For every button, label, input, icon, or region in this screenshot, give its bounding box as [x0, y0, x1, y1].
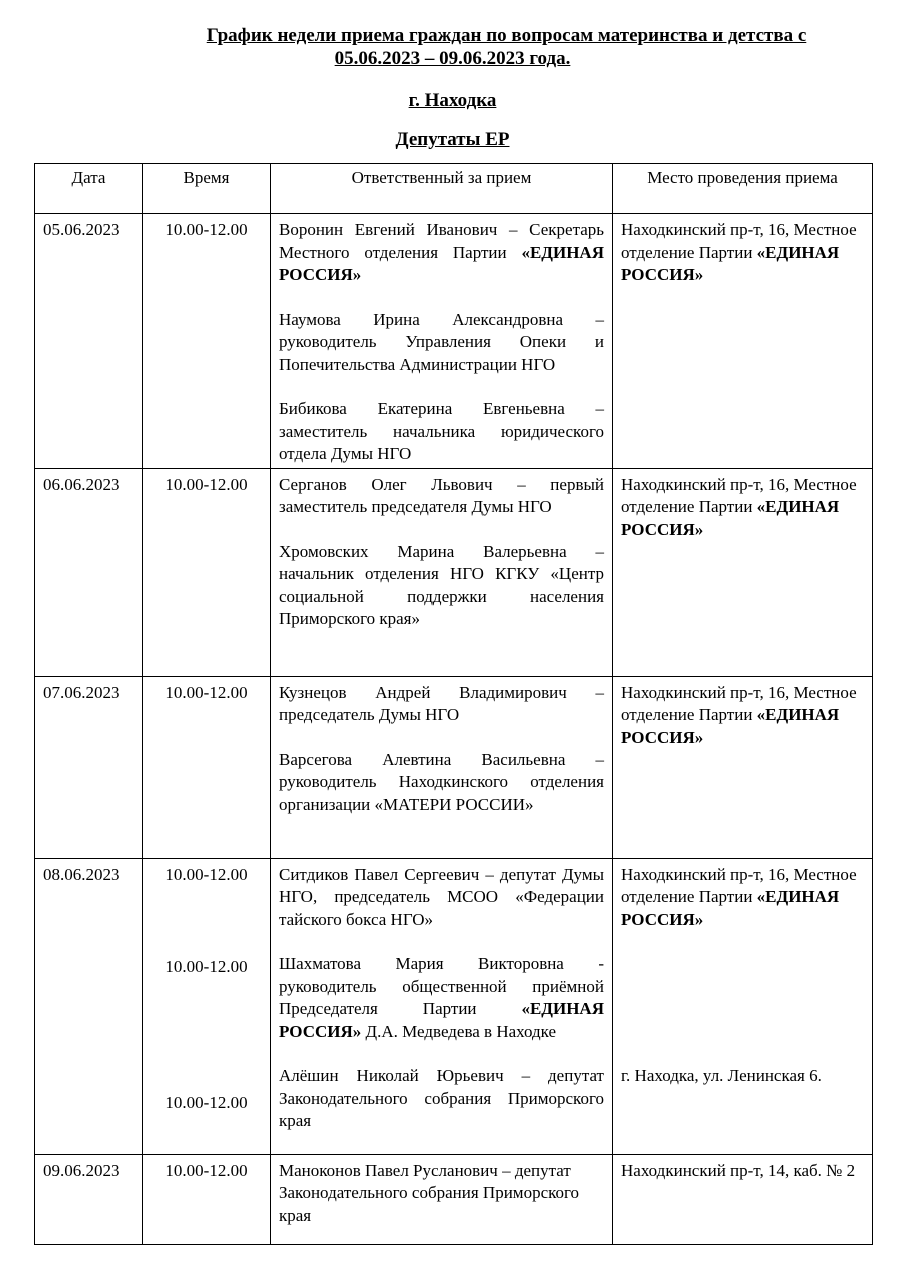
- time-slot: 10.00-12.00: [165, 864, 248, 884]
- table-row: [35, 468, 873, 676]
- row-place: [613, 858, 873, 1154]
- table-row: [35, 214, 873, 469]
- responsible-entry: Наумова Ирина Александровна – руководитель Управления Опеки и Попечительства Администрации НГО: [279, 309, 604, 374]
- responsible-entry: Алёшин Николай Юрьевич – депутат Законодательного собрания Приморского края: [279, 1066, 604, 1130]
- row-responsible: [271, 676, 613, 858]
- schedule-table: [34, 163, 873, 1245]
- row-time: 10.00-12.00: [143, 676, 271, 858]
- responsible-entry: Хромовских Марина Валерьевна – начальник отделения НГО КГКУ «Центр социальной поддержки населения Приморского края»: [279, 541, 604, 628]
- place-primary: Находкинский пр-т, 16, Местное отделение Партии «ЕДИНАЯ РОССИЯ»: [621, 864, 857, 929]
- responsible-entry: Ситдиков Павел Сергеевич – депутат Думы НГО, председатель МСОО «Федерации тайского бокса НГО»: [279, 864, 604, 929]
- row-time: 10.00-12.00: [143, 468, 271, 676]
- responsible-entry: Воронин Евгений Иванович – Секретарь Местного отделения Партии «ЕДИНАЯ РОССИЯ»: [279, 220, 604, 284]
- row-place: Находкинский пр-т, 16, Местное отделение Партии «ЕДИНАЯ РОССИЯ»: [613, 676, 873, 858]
- time-slot: 10.00-12.00: [165, 1092, 248, 1112]
- row-place: Находкинский пр-т, 16, Местное отделение Партии «ЕДИНАЯ РОССИЯ»: [613, 468, 873, 676]
- table-header-row: [35, 164, 873, 214]
- row-place: Находкинский пр-т, 14, каб. № 2: [613, 1154, 873, 1244]
- row-responsible: [271, 1154, 613, 1244]
- table-row: [35, 858, 873, 1154]
- row-date: 07.06.2023: [35, 676, 143, 858]
- table-row: [35, 676, 873, 858]
- table-row: [35, 1154, 873, 1244]
- header-responsible: Ответственный за прием: [271, 164, 613, 214]
- row-time: [143, 858, 271, 1154]
- row-responsible: [271, 214, 613, 469]
- responsible-entry: Серганов Олег Львович – первый заместитель председателя Думы НГО: [279, 474, 604, 516]
- row-date: 05.06.2023: [35, 214, 143, 469]
- row-time: 10.00-12.00: [143, 214, 271, 469]
- row-date: 08.06.2023: [35, 858, 143, 1154]
- row-responsible: [271, 858, 613, 1154]
- group-heading: Депутаты ЕР: [395, 129, 510, 150]
- responsible-entry: Варсегова Алевтина Васильевна – руководитель Находкинского отделения организации «МАТЕРИ РОССИИ»: [279, 749, 604, 814]
- row-responsible: [271, 468, 613, 676]
- city-heading: г. Находка: [408, 90, 497, 111]
- responsible-entry: Бибикова Екатерина Евгеньевна – заместитель начальника юридического отдела Думы НГО: [279, 399, 604, 463]
- title-line-2: 05.06.2023 – 09.06.2023 года.: [334, 48, 571, 69]
- document-title: [0, 24, 905, 70]
- responsible-entry: Маноконов Павел Русланович – депутат Законодательного собрания Приморского края: [279, 1160, 580, 1225]
- header-place: Место проведения приема: [613, 164, 873, 214]
- row-date: 09.06.2023: [35, 1154, 143, 1244]
- time-slot: 10.00-12.00: [165, 957, 248, 976]
- row-place: Находкинский пр-т, 16, Местное отделение Партии «ЕДИНАЯ РОССИЯ»: [613, 214, 873, 469]
- row-time: 10.00-12.00: [143, 1154, 271, 1244]
- header-time: Время: [143, 164, 271, 214]
- responsible-entry: Кузнецов Андрей Владимирович – председатель Думы НГО: [279, 682, 604, 724]
- responsible-entry: Шахматова Мария Викторовна - руководитель общественной приёмной Председателя Партии «ЕДИНАЯ РОССИЯ» Д.А. Медведева в Находке: [279, 954, 604, 1041]
- place-secondary: г. Находка, ул. Ленинская 6.: [621, 1066, 822, 1085]
- header-date: Дата: [35, 164, 143, 214]
- title-line-1: График недели приема граждан по вопросам материнства и детства с: [206, 25, 807, 46]
- row-date: 06.06.2023: [35, 468, 143, 676]
